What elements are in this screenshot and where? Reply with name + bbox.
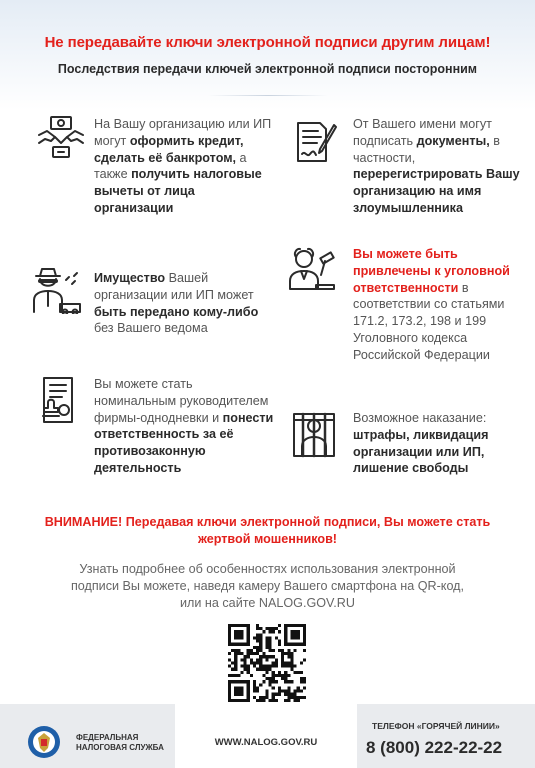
documents-bold-2: перерегистрировать Вашу организацию на имя злоумышленника: [353, 167, 520, 215]
credit-bold-2: получить налоговые вычеты от лица организации: [94, 167, 262, 215]
documents-bold-1: документы,: [416, 133, 490, 148]
credit-text-1: На Вашу организацию или ИП могут: [94, 117, 272, 148]
page-subtitle: Последствия передачи ключей электронной подписи посторонним: [57, 62, 478, 76]
footer: [0, 704, 535, 768]
hotline-phone[interactable]: 8 (800) 222-22-22: [366, 738, 503, 757]
info-text: Узнать подробнее об особенностях использования электронной подписи Вы можете, наведя камеру Вашего смартфона на QR-код, или на сайте NALOG.GOV.RU: [70, 562, 465, 610]
documents-text-2: в частности,: [353, 133, 500, 165]
page-title: Не передавайте ключи электронной подписи другим лицам!: [44, 34, 491, 51]
criminal-text-1: в соответствии со статьями 171.2, 173.2, 198 и 199 Уголовного кодекса Российской Федерации: [353, 280, 505, 362]
divider: [208, 95, 328, 96]
judge-icon: [288, 245, 336, 293]
website-link[interactable]: WWW.NALOG.GOV.RU: [214, 737, 318, 748]
hotline-label: ТЕЛЕФОН «ГОРЯЧЕЙ ЛИНИИ»: [372, 721, 500, 731]
criminal-text: [353, 246, 523, 364]
property-text: [94, 270, 264, 337]
fns-name-line2: НАЛОГОВАЯ СЛУЖБА: [76, 743, 164, 752]
fns-emblem-icon: [24, 724, 68, 760]
nominee-bold-1: понести ответственность за её противозаконную деятельность: [94, 410, 274, 475]
qr-code-image: [228, 624, 306, 702]
documents-text-1: От Вашего имени могут подписать: [353, 117, 492, 148]
property-text-1: Вашей организации или ИП может: [94, 271, 254, 302]
punishment-text: [353, 410, 528, 477]
fns-name: [76, 733, 164, 753]
footer-website-panel: [175, 704, 357, 768]
documents-text: [353, 116, 528, 217]
punishment-text-1: Возможное наказание:: [353, 411, 487, 425]
fns-name-line1: ФЕДЕРАЛЬНАЯ: [76, 733, 139, 742]
document-sign-icon: [292, 117, 340, 165]
prison-icon: [290, 410, 338, 458]
thief-icon: [30, 266, 82, 314]
credit-text-2: а также: [94, 150, 247, 182]
property-bold-1: Имущество: [94, 271, 166, 285]
property-text-2: без Вашего ведома: [94, 321, 208, 336]
credit-bold-1: оформить кредит, сделать её банкротом,: [94, 133, 244, 165]
qr-code[interactable]: [228, 624, 306, 702]
nominee-text-1: Вы можете стать номинальным руководителем фирмы-однодневки и: [94, 377, 269, 425]
warning-text: ВНИМАНИЕ! Передавая ключи электронной подписи, Вы можете стать жертвой мошенников!: [44, 515, 491, 546]
property-bold-2: быть передано кому-либо: [94, 304, 259, 319]
criminal-red: Вы можете быть привлечены к уголовной ответственности: [353, 247, 510, 295]
nominee-text: [94, 376, 274, 477]
handshake-money-icon: [37, 113, 85, 161]
credit-text: [94, 116, 274, 217]
document-stamp-icon: [34, 376, 82, 424]
punishment-bold-1: штрафы, ликвидация организации или ИП, лишение свободы: [353, 427, 489, 476]
